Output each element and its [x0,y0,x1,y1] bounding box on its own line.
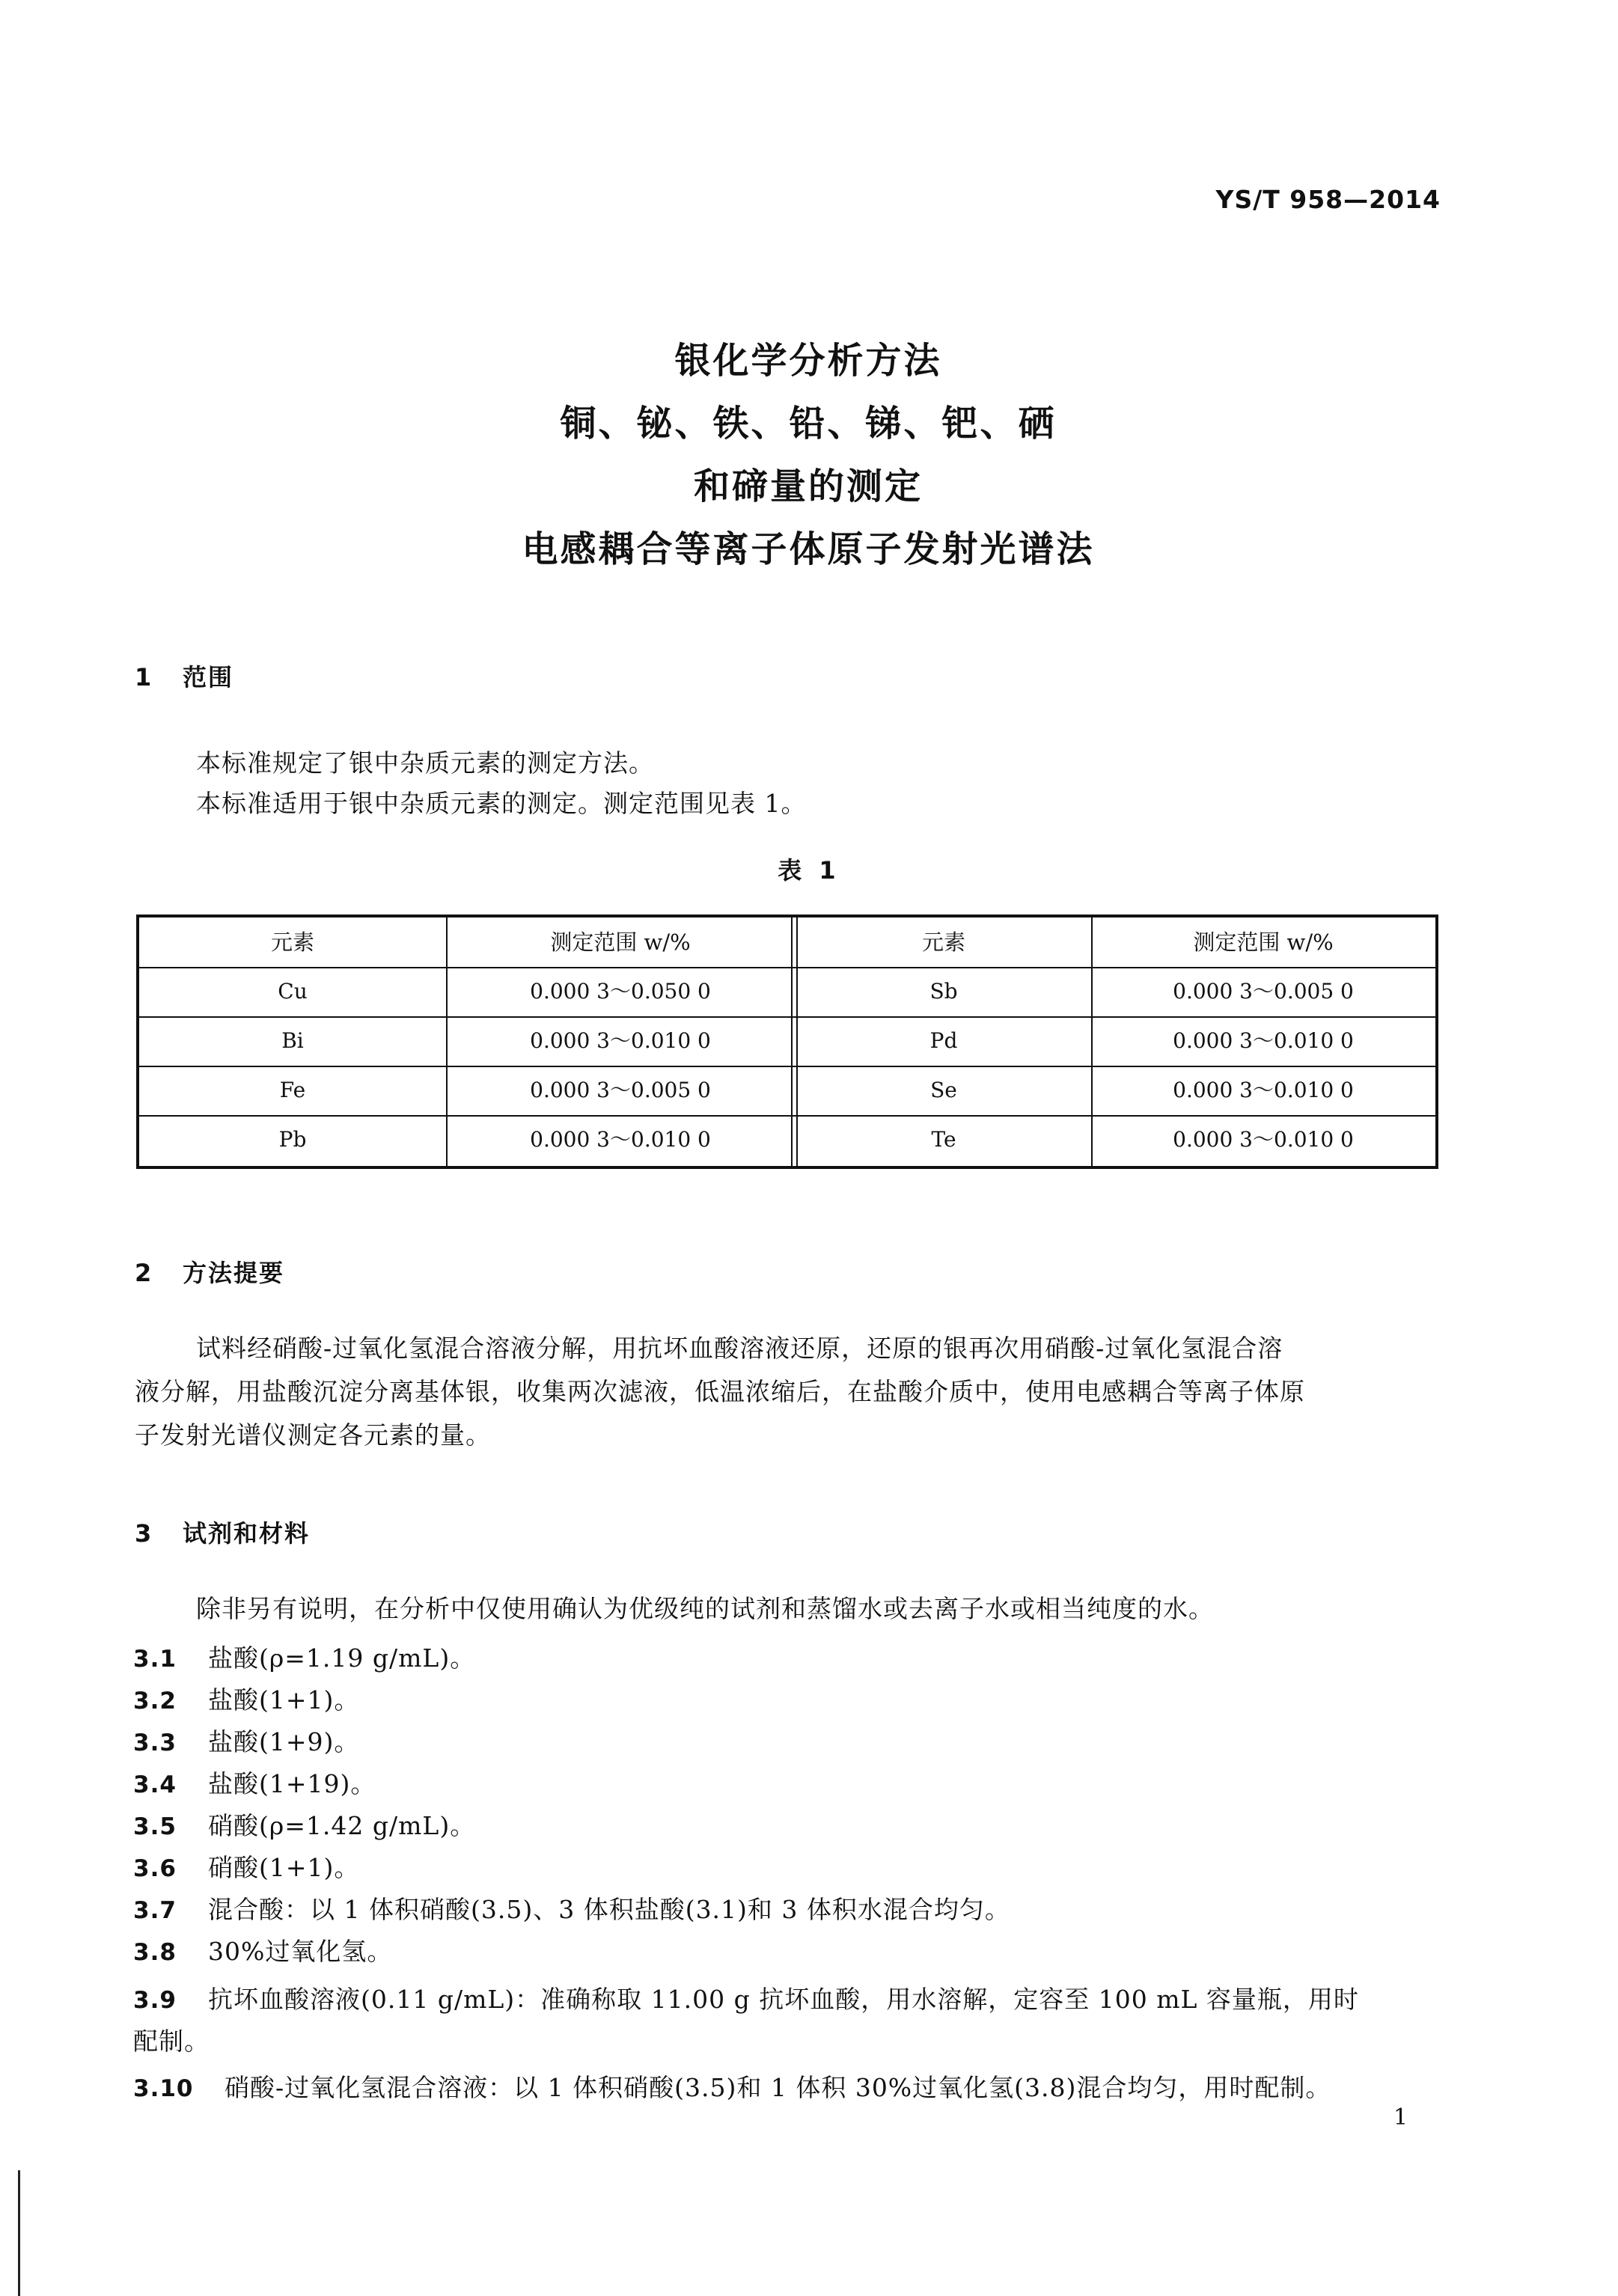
section-2-line-3: 子发射光谱仪测定各元素的量。 [135,1420,491,1450]
section-title: 范围 [183,663,234,691]
table-cell: 0.000 3～0.005 0 [530,1078,711,1102]
table-cell: 0.000 3～0.010 0 [1173,1127,1354,1152]
table-row [139,1066,1435,1115]
reagent-text: 硝酸(ρ=1.42 g/mL)。 [208,1811,476,1840]
reagent-item-continuation [133,2022,210,2057]
reagent-text: 盐酸(1+9)。 [208,1727,360,1756]
range-table [136,915,1438,1169]
table-cell: Pb [278,1127,307,1152]
scan-edge-mark [18,2170,20,2296]
reagent-number: 3.9 [133,1987,177,2014]
reagent-number: 3.5 [133,1813,177,1840]
section-1-paragraph-2: 本标准适用于银中杂质元素的测定。测定范围见表 1。 [196,789,807,818]
reagent-number: 3.1 [133,1646,177,1673]
reagent-text: 抗坏血酸溶液(0.11 g/mL)：准确称取 11.00 g 抗坏血酸，用水溶解，定容至 100 mL 容量瓶，用时 [208,1985,1359,2014]
table-row [139,967,1435,1016]
table-cell: 0.000 3～0.050 0 [530,979,711,1004]
reagent-text: 盐酸(1+19)。 [208,1769,376,1798]
table-cell: 0.000 3～0.010 0 [1173,1028,1354,1053]
standard-code: YS/T 958—2014 [1215,185,1441,214]
reagent-item [133,1807,475,1842]
table-cell: 0.000 3～0.005 0 [1173,979,1354,1004]
table-caption: 表 1 [778,856,840,885]
title-line-3: 和碲量的测定 [693,465,923,507]
table-rule [796,918,798,1166]
page-number: 1 [1393,2104,1408,2131]
section-2-line-1: 试料经硝酸-过氧化氢混合溶液分解，用抗坏血酸溶液还原，还原的银再次用硝酸-过氧化氢混合溶 [196,1334,1283,1363]
table-cell: 0.000 3～0.010 0 [530,1127,711,1152]
title-line-4: 电感耦合等离子体原子发射光谱法 [522,528,1095,570]
reagent-text: 混合酸：以 1 体积硝酸(3.5)、3 体积盐酸(3.1)和 3 体积水混合均匀。 [208,1895,1010,1924]
table-row [139,1115,1435,1164]
title-line-1: 银化学分析方法 [674,340,942,382]
table-cell: Pd [929,1028,958,1053]
section-2-line-2: 液分解，用盐酸沉淀分离基体银，收集两次滤液，低温浓缩后，在盐酸介质中，使用电感耦合等离子体原 [135,1377,1305,1406]
table-cell: Fe [279,1078,306,1102]
reagent-number: 3.3 [133,1729,177,1756]
reagent-item [133,1639,475,1674]
section-title: 试剂和材料 [183,1519,311,1548]
section-1-paragraph-1: 本标准规定了银中杂质元素的测定方法。 [196,748,654,778]
document-title [225,329,1392,581]
reagent-item [133,1980,1359,2015]
reagent-number: 3.2 [133,1688,177,1715]
reagent-text: 30%过氧化氢。 [208,1937,393,1966]
reagent-number: 3.10 [133,2075,194,2102]
table-cell: Sb [929,979,958,1004]
table-header-cell: 测定范围 w/% [550,929,691,955]
table-rule [1091,918,1093,1166]
table-rule [791,918,793,1166]
reagent-item [133,1848,359,1884]
table-cell: 0.000 3～0.010 0 [1173,1078,1354,1102]
table-cell: Bi [281,1028,304,1053]
section-2-heading [135,1254,284,1289]
reagent-item [133,1765,376,1800]
section-3-heading [135,1515,310,1549]
table-cell: Cu [278,979,308,1004]
reagent-item [133,2068,1331,2104]
section-3-intro: 除非另有说明，在分析中仅使用确认为优级纯的试剂和蒸馏水或去离子水或相当纯度的水。 [196,1594,1214,1623]
table-cell: Te [931,1127,956,1152]
table-rule [139,1016,1435,1018]
table-header-cell: 元素 [270,929,314,955]
reagent-text: 盐酸(ρ=1.19 g/mL)。 [208,1643,476,1673]
table-header-row [139,918,1435,967]
section-number: 3 [135,1519,153,1548]
reagent-item [133,1890,1010,1926]
reagent-number: 3.4 [133,1771,177,1798]
table-rule [139,1115,1435,1117]
reagent-text: 盐酸(1+1)。 [208,1685,360,1715]
reagent-number: 3.7 [133,1897,177,1924]
reagent-item [133,1723,359,1758]
reagent-text: 配制。 [133,2027,210,2056]
section-1-heading [135,659,233,693]
title-line-2: 铜、铋、铁、铅、锑、钯、硒 [560,403,1057,445]
reagent-text: 硝酸(1+1)。 [208,1853,360,1882]
table-rule [139,1066,1435,1067]
reagent-text: 硝酸-过氧化氢混合溶液：以 1 体积硝酸(3.5)和 1 体积 30%过氧化氢(3.8)混合均匀，用时配制。 [225,2073,1331,2102]
section-title: 方法提要 [183,1259,285,1287]
table-rule [139,967,1435,968]
reagent-number: 3.8 [133,1939,177,1966]
table-cell: 0.000 3～0.010 0 [530,1028,711,1053]
reagent-item [133,1932,392,1967]
reagent-number: 3.6 [133,1855,177,1882]
section-number: 1 [135,663,153,691]
table-cell: Se [930,1078,957,1102]
reagent-item [133,1681,359,1716]
table-row [139,1016,1435,1066]
section-number: 2 [135,1259,153,1287]
table-header-cell: 测定范围 w/% [1193,929,1334,955]
table-rule [446,918,448,1166]
table-header-cell: 元素 [921,929,965,955]
